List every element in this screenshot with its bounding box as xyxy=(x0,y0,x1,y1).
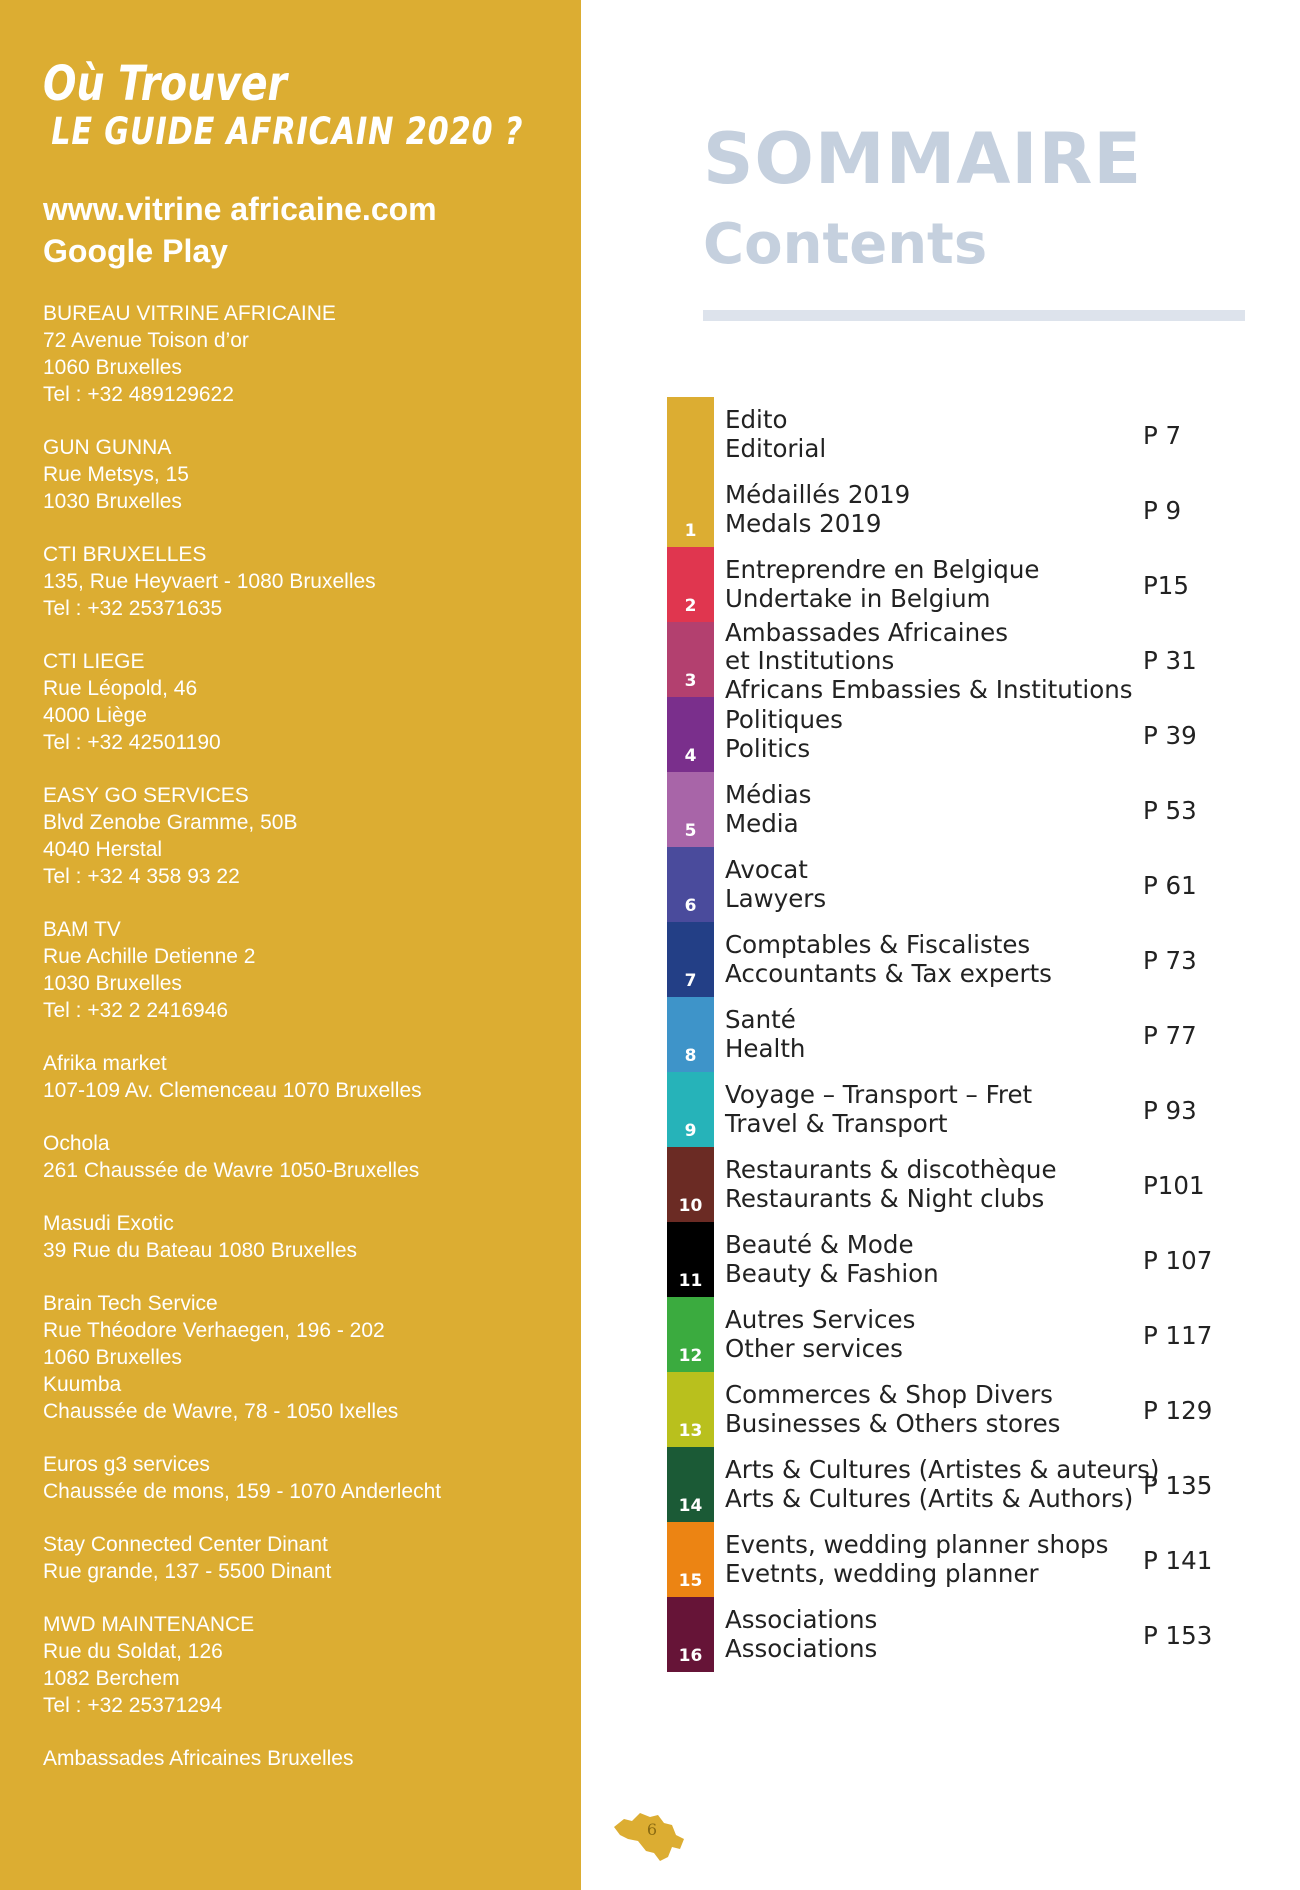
toc-entry-label xyxy=(725,1381,1060,1438)
title-line-2: LE GUIDE AFRICAIN 2020 ? xyxy=(51,110,524,153)
toc-entry-line: Associations xyxy=(725,1605,878,1634)
heading-divider xyxy=(703,310,1245,321)
address-line: 1060 Bruxelles xyxy=(43,1346,182,1369)
toc-entry-line: Evetnts, wedding planner xyxy=(725,1558,1039,1588)
toc-page-number: P 39 xyxy=(1143,720,1197,750)
address-line: 4040 Herstal xyxy=(43,838,163,861)
toc-entry-label xyxy=(725,556,1039,613)
toc-entry-line: Ambassades Africaines xyxy=(725,617,1008,647)
toc-entry-line: Other services xyxy=(725,1333,903,1363)
toc-entry-label xyxy=(725,1606,877,1663)
toc-entry-line: Politiques xyxy=(725,705,843,734)
address-name: GUN GUNNA xyxy=(43,436,172,459)
toc-page-number: P 31 xyxy=(1143,645,1197,675)
toc-entry-line: Africans Embassies & Institutions xyxy=(725,674,1133,704)
address-name: Stay Connected Center Dinant xyxy=(43,1533,328,1556)
toc-page-number: P 141 xyxy=(1143,1545,1213,1575)
address-name: BUREAU VITRINE AFRICAINE xyxy=(43,302,336,325)
toc-entry-line: Santé xyxy=(725,1005,796,1034)
toc-section[interactable] xyxy=(667,922,1267,997)
section-number: 11 xyxy=(678,1271,703,1291)
toc-section[interactable] xyxy=(667,1522,1267,1597)
toc-page-number: P 153 xyxy=(1143,1620,1213,1650)
toc-entry-label xyxy=(725,931,1052,988)
address-line: Tel : +32 2 2416946 xyxy=(43,999,229,1022)
toc-entry-line: Medals 2019 xyxy=(725,508,882,538)
toc-page-number: P 93 xyxy=(1143,1095,1197,1125)
toc-entry-label xyxy=(725,1156,1057,1213)
address-name: Brain Tech Service xyxy=(43,1292,218,1315)
toc-section[interactable] xyxy=(667,772,1267,847)
toc-entry-line: Restaurants & discothèque xyxy=(725,1155,1057,1184)
toc-page-number: P101 xyxy=(1143,1170,1205,1200)
left-panel xyxy=(0,0,581,1890)
toc-entry-label xyxy=(725,1456,1159,1513)
toc-section[interactable] xyxy=(667,1447,1267,1522)
address-entry xyxy=(43,1611,563,1719)
address-line: Rue Théodore Verhaegen, 196 - 202 xyxy=(43,1319,385,1342)
address-line: 1030 Bruxelles xyxy=(43,490,182,513)
address-line: 72 Avenue Toison d’or xyxy=(43,329,249,352)
section-number: 16 xyxy=(678,1646,703,1666)
section-number: 12 xyxy=(678,1346,703,1366)
sommaire-heading: SOMMAIRE xyxy=(703,118,1143,200)
address-name: MWD MAINTENANCE xyxy=(43,1613,255,1636)
section-number: 4 xyxy=(684,746,697,766)
title-line-1: Où Trouver xyxy=(43,56,287,112)
toc-entry-line: Editorial xyxy=(725,433,827,463)
toc-entry-line: Events, wedding planner shops xyxy=(725,1530,1109,1559)
toc-section[interactable] xyxy=(667,847,1267,922)
toc-section[interactable] xyxy=(667,547,1267,622)
toc-entry-line: Autres Services xyxy=(725,1305,916,1334)
toc-page-number: P 129 xyxy=(1143,1395,1213,1425)
address-name: Ambassades Africaines Bruxelles xyxy=(43,1747,354,1770)
web-links xyxy=(43,188,437,272)
toc-page-number: P 135 xyxy=(1143,1470,1213,1500)
toc-entry-line: Voyage – Transport – Fret xyxy=(725,1080,1033,1109)
toc-section[interactable] xyxy=(667,397,1267,547)
toc-entry-line: Lawyers xyxy=(725,883,827,913)
address-line: Rue Metsys, 15 xyxy=(43,463,189,486)
toc-section[interactable] xyxy=(667,1297,1267,1372)
address-entry xyxy=(43,782,563,890)
toc-page-number: P 7 xyxy=(1143,420,1182,450)
toc-section[interactable] xyxy=(667,997,1267,1072)
toc-page-number: P 117 xyxy=(1143,1320,1213,1350)
section-number: 8 xyxy=(684,1046,697,1066)
toc-page-number: P 107 xyxy=(1143,1245,1213,1275)
address-name: Masudi Exotic xyxy=(43,1212,174,1235)
toc-page-number: P 61 xyxy=(1143,870,1197,900)
address-name: BAM TV xyxy=(43,918,121,941)
section-number: 3 xyxy=(684,671,697,691)
toc-entry-line: Health xyxy=(725,1033,806,1063)
toc-entry-line: Edito xyxy=(725,405,788,434)
toc-section[interactable] xyxy=(667,617,1267,704)
address-line: Rue grande, 137 - 5500 Dinant xyxy=(43,1560,332,1583)
toc-entry-label xyxy=(725,619,1132,705)
toc-entry-line: Beauty & Fashion xyxy=(725,1258,939,1288)
address-entry xyxy=(43,300,563,408)
section-number: 15 xyxy=(678,1571,703,1591)
toc-entry-label xyxy=(725,856,826,913)
address-name: CTI BRUXELLES xyxy=(43,543,207,566)
address-line: Tel : +32 489129622 xyxy=(43,383,234,406)
page-number: 6 xyxy=(646,1820,658,1839)
address-line: Kuumba xyxy=(43,1373,122,1396)
section-number: 10 xyxy=(678,1196,703,1216)
address-entry xyxy=(43,1290,563,1425)
toc-entry-line: Entreprendre en Belgique xyxy=(725,555,1040,584)
address-line: Rue Léopold, 46 xyxy=(43,677,198,700)
section-number: 2 xyxy=(684,596,697,616)
toc-entry-line: Businesses & Others stores xyxy=(725,1408,1061,1438)
toc-entry-line: Undertake in Belgium xyxy=(725,583,991,613)
address-line: Chaussée de mons, 159 - 1070 Anderlecht xyxy=(43,1480,442,1503)
toc-section[interactable] xyxy=(667,1222,1267,1297)
where-to-find-title xyxy=(43,58,523,154)
address-entry xyxy=(43,1745,563,1772)
toc-entry-line: Media xyxy=(725,808,799,838)
toc-entry-line: Arts & Cultures (Artistes & auteurs) xyxy=(725,1455,1160,1484)
toc-entry-line: Arts & Cultures (Artits & Authors) xyxy=(725,1483,1134,1513)
address-entry xyxy=(43,541,563,622)
toc-entry-line: Travel & Transport xyxy=(725,1108,948,1138)
address-line: Blvd Zenobe Gramme, 50B xyxy=(43,811,298,834)
address-name: Euros g3 services xyxy=(43,1453,210,1476)
toc-entry-line: Politics xyxy=(725,733,811,763)
toc-section[interactable] xyxy=(667,1147,1267,1222)
toc-entry-label xyxy=(725,1306,915,1363)
address-line: Tel : +32 25371635 xyxy=(43,597,223,620)
address-line: Tel : +32 4 358 93 22 xyxy=(43,865,240,888)
toc-entry-label xyxy=(725,1006,805,1063)
address-name: Afrika market xyxy=(43,1052,167,1075)
toc-entry-label xyxy=(725,781,811,838)
google-play-link[interactable]: Google Play xyxy=(43,233,228,269)
toc-entry-line: Associations xyxy=(725,1633,878,1663)
section-number: 5 xyxy=(684,821,697,841)
address-name: CTI LIEGE xyxy=(43,650,145,673)
toc-entry-label xyxy=(725,706,843,763)
table-of-contents xyxy=(667,397,1267,1672)
section-number: 1 xyxy=(684,521,697,541)
section-number: 9 xyxy=(684,1121,697,1141)
toc-section[interactable] xyxy=(667,1597,1267,1672)
address-line: 261 Chaussée de Wavre 1050-Bruxelles xyxy=(43,1159,420,1182)
toc-page-number: P 73 xyxy=(1143,945,1197,975)
toc-section[interactable] xyxy=(667,697,1267,772)
address-name: Ochola xyxy=(43,1132,110,1155)
toc-entry-label xyxy=(725,406,826,463)
toc-section[interactable] xyxy=(667,1372,1267,1447)
belgium-map-icon xyxy=(610,1805,690,1865)
address-line: 1082 Berchem xyxy=(43,1667,180,1690)
toc-entry-line: Médaillés 2019 xyxy=(725,480,911,509)
website-link[interactable]: www.vitrine africaine.com xyxy=(43,191,437,227)
section-number: 14 xyxy=(678,1496,703,1516)
address-entry xyxy=(43,434,563,515)
toc-entry-line: Beauté & Mode xyxy=(725,1230,914,1259)
address-entry xyxy=(43,916,563,1024)
address-line: 4000 Liège xyxy=(43,704,147,727)
toc-entry-line: Médias xyxy=(725,780,812,809)
address-entry xyxy=(43,1531,563,1585)
toc-entry-line: Accountants & Tax experts xyxy=(725,958,1052,988)
toc-entry-line: et Institutions xyxy=(725,646,895,676)
toc-entry-label xyxy=(725,1231,939,1288)
toc-entry-line: Commerces & Shop Divers xyxy=(725,1380,1053,1409)
address-entry xyxy=(43,1451,563,1505)
address-line: Rue du Soldat, 126 xyxy=(43,1640,223,1663)
toc-page-number: P 9 xyxy=(1143,495,1182,525)
section-number: 7 xyxy=(684,971,697,991)
address-line: 107-109 Av. Clemenceau 1070 Bruxelles xyxy=(43,1079,422,1102)
address-line: 1060 Bruxelles xyxy=(43,356,182,379)
toc-page-number: P 77 xyxy=(1143,1020,1197,1050)
contents-heading: Contents xyxy=(703,212,988,277)
address-name: EASY GO SERVICES xyxy=(43,784,249,807)
address-entry xyxy=(43,648,563,756)
address-list xyxy=(43,300,563,1772)
toc-entry-label xyxy=(725,1081,1032,1138)
address-line: 1030 Bruxelles xyxy=(43,972,182,995)
address-line: Tel : +32 25371294 xyxy=(43,1694,223,1717)
toc-section[interactable] xyxy=(667,1072,1267,1147)
toc-entry-label xyxy=(725,481,910,538)
toc-page-number: P15 xyxy=(1143,570,1189,600)
address-line: Rue Achille Detienne 2 xyxy=(43,945,256,968)
address-entry xyxy=(43,1210,563,1264)
toc-entry-line: Comptables & Fiscalistes xyxy=(725,930,1031,959)
section-number: 6 xyxy=(684,896,697,916)
address-entry xyxy=(43,1130,563,1184)
toc-entry-line: Avocat xyxy=(725,855,808,884)
address-entry xyxy=(43,1050,563,1104)
address-line: Chaussée de Wavre, 78 - 1050 Ixelles xyxy=(43,1400,399,1423)
address-line: 135, Rue Heyvaert - 1080 Bruxelles xyxy=(43,570,376,593)
toc-entry-line: Restaurants & Night clubs xyxy=(725,1183,1045,1213)
toc-page-number: P 53 xyxy=(1143,795,1197,825)
address-line: 39 Rue du Bateau 1080 Bruxelles xyxy=(43,1239,358,1262)
toc-entry-label xyxy=(725,1531,1108,1588)
section-number: 13 xyxy=(678,1421,703,1441)
address-line: Tel : +32 42501190 xyxy=(43,731,221,754)
